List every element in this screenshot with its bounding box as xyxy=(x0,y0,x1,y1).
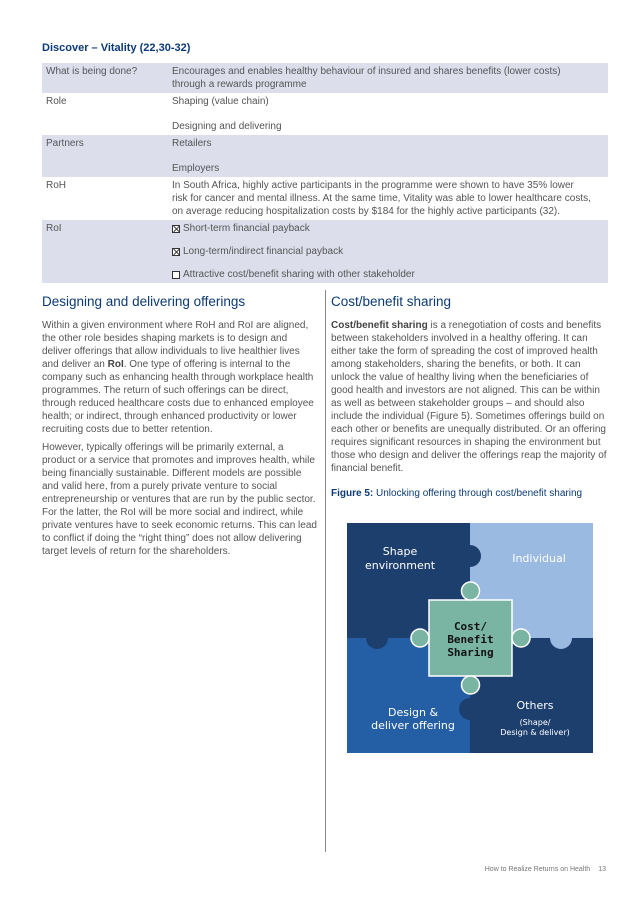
table-row xyxy=(42,135,608,177)
figure-label: Figure 5: xyxy=(331,488,374,499)
row-value xyxy=(168,93,608,135)
row-value xyxy=(168,63,608,93)
row-key: RoI xyxy=(42,220,168,283)
emphasis: Cost/benefit sharing xyxy=(331,320,428,331)
roi-item xyxy=(172,222,604,235)
table-row xyxy=(42,63,608,93)
text-run: Within a given environment where RoH and RoI are aligned, the other role besides shaping markets is to design and deliver offerings that allow individuals to live healthier lives and deliver an xyxy=(42,320,309,370)
text-run: . One type of offering is internal to the company such as enhancing health through workplace health programmes. The return of such offerings can be direct, through reduced healthcare costs due to enhanced employee health; or indirect, through enhanced productivity or lower recruiting costs due to better retention. xyxy=(42,359,314,435)
table-row xyxy=(42,177,608,220)
value-line: risk for cancer and mental illness. At the same time, Vitality was able to lower healthcare costs, xyxy=(172,193,591,204)
row-key: Role xyxy=(46,96,67,107)
figure-caption-text: Unlocking offering through cost/benefit sharing xyxy=(373,488,583,499)
text-run: is a renegotiation of costs and benefits between stakeholders involved in a healthy offering. It can either take the form of spreading the cost of improved health among stakeholders, sharing the benefits, or both. It can unlock the value of healthy living when the beneficiaries of good health and investors are not aligned. This can be within as well as between stakeholder groups – and should also include the individual (Figure 5). Sometimes offerings build on each other or benefits are unequally distributed. Or an offering requires significant resources in shaping the environment but those who design and deliver the offerings reap the majority of financial benefit. xyxy=(331,320,607,474)
puzzle-tab xyxy=(550,627,572,649)
roi-item xyxy=(172,245,604,258)
table-row xyxy=(42,93,608,135)
roi-item-label: Short-term financial payback xyxy=(183,223,310,234)
center-label: Benefit xyxy=(447,633,494,646)
value-line: Designing and delivering xyxy=(172,121,282,132)
column-divider xyxy=(325,290,326,852)
puzzle-tab xyxy=(459,698,481,720)
value-line: through a rewards programme xyxy=(172,79,307,90)
value-line: Shaping (value chain) xyxy=(172,96,269,107)
puzzle-diagram xyxy=(347,523,593,753)
row-key: RoH xyxy=(46,180,67,191)
checked-box-icon xyxy=(172,248,180,256)
center-label: Cost/ xyxy=(453,620,488,633)
piece-label: Individual xyxy=(512,552,566,565)
row-value xyxy=(168,135,608,177)
vitality-info-table xyxy=(42,63,608,283)
center-label: Sharing xyxy=(447,646,494,659)
emphasis: RoI xyxy=(107,359,124,370)
piece-label: Design & deliver) xyxy=(500,728,570,737)
piece-label: (Shape/ xyxy=(519,718,551,727)
unchecked-box-icon xyxy=(172,271,180,279)
paragraph xyxy=(331,319,607,475)
roi-item-label: Long-term/indirect financial payback xyxy=(183,246,344,257)
checked-box-icon xyxy=(172,225,180,233)
piece-label: Design & xyxy=(387,706,439,719)
value-line: Retailers xyxy=(172,138,212,149)
piece-label: Others xyxy=(516,699,554,712)
row-value xyxy=(168,177,608,220)
value-line: Employers xyxy=(172,163,220,174)
section-heading: Cost/benefit sharing xyxy=(331,294,452,309)
row-key: Partners xyxy=(42,135,168,177)
page-number: 13 xyxy=(598,866,606,873)
row-value xyxy=(168,220,608,283)
roi-item xyxy=(172,268,604,281)
value-line: Encourages and enables healthy behaviour of insured and shares benefits (lower costs) xyxy=(172,66,561,77)
figure-caption xyxy=(331,488,582,499)
page-footer xyxy=(485,866,606,873)
table-row xyxy=(42,220,608,283)
roi-item-label: Attractive cost/benefit sharing with other stakeholder xyxy=(183,269,415,280)
left-column xyxy=(42,294,318,563)
row-key: What is being done? xyxy=(42,63,168,93)
puzzle-tab xyxy=(366,627,388,649)
paragraph: However, typically offerings will be primarily external, a product or a service that promotes and improves health, while being financially sustainable. Different models are possible and valid here, from a purely private venture to social entrepreneurship or ventures that are run by the public sector. For the latter, the RoI will be more social and indirect, while private ventures have to seek economic returns. This can lead to conflict if doing the “right thing” does not allow delivering target levels of return for the shareholders. xyxy=(42,442,317,557)
right-column xyxy=(331,294,607,480)
value-line: In South Africa, highly active participants in the programme were shown to have 35% lower xyxy=(172,180,574,191)
piece-label: environment xyxy=(364,559,436,572)
piece-label: deliver offering xyxy=(371,719,455,732)
footer-text: How to Realize Returns on Health xyxy=(484,866,591,873)
value-line: on average reducing hospitalization costs by $184 for the highly active participants (32). xyxy=(172,206,561,217)
paragraph xyxy=(42,319,318,436)
section-heading: Designing and delivering offerings xyxy=(42,294,246,309)
piece-label: Shape xyxy=(382,545,418,558)
puzzle-tab xyxy=(459,545,481,567)
case-title: Discover – Vitality (22,30-32) xyxy=(42,42,191,54)
